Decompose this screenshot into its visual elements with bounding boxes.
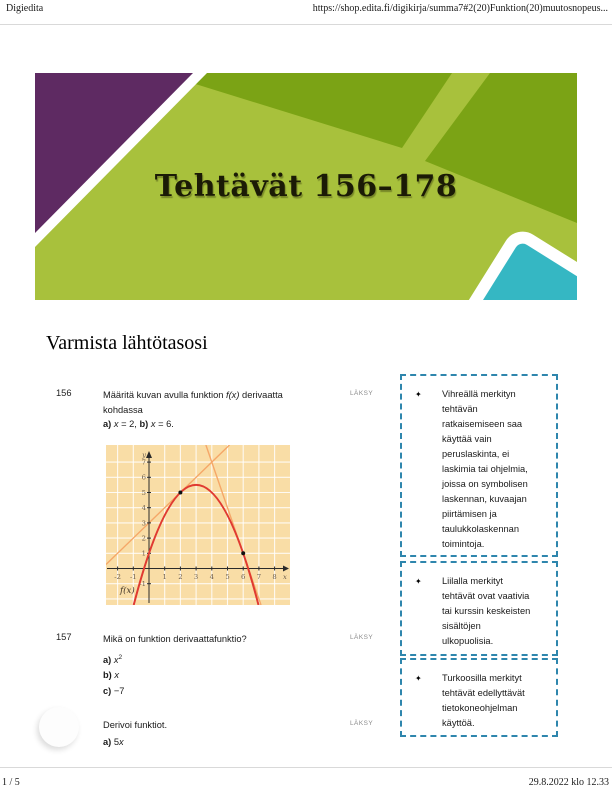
svg-text:7: 7 [256, 573, 262, 581]
info-box-lilac-tasks [400, 561, 558, 656]
task-157-homework-tag: LÄKSY [350, 634, 374, 641]
task-158-option-a [103, 735, 343, 750]
text-line: Liilalla merkityt [442, 576, 503, 586]
text-line: tehtävän [442, 404, 478, 414]
task-156-homework-tag: LÄKSY [350, 390, 374, 397]
bullet-star-icon: ✦ [415, 390, 422, 399]
text-line: laskennan, kuvaajan [442, 494, 527, 504]
svg-text:5: 5 [141, 488, 146, 497]
chapter-banner [35, 73, 577, 300]
point-2-5 [178, 491, 182, 495]
svg-text:6: 6 [241, 573, 246, 581]
task-156-number: 156 [56, 388, 72, 398]
svg-text:2: 2 [141, 534, 146, 543]
page-top-border [0, 24, 612, 25]
task-156-b-value: = 6. [155, 419, 174, 430]
svg-text:1: 1 [141, 549, 146, 558]
task-158-homework-tag: LÄKSY [350, 720, 374, 727]
bullet-star-icon: ✦ [415, 577, 422, 586]
task-156-line1-post: derivaatta [239, 390, 283, 400]
text-line: Turkoosilla merkityt [442, 673, 522, 683]
task-158-instruction: Derivoi funktiot. [103, 720, 168, 730]
function-label: f(x) [120, 586, 135, 596]
svg-text:6: 6 [141, 473, 146, 482]
task-157-number: 157 [56, 632, 72, 642]
svg-text:7: 7 [141, 458, 146, 467]
text-line: tai kurssin keskeisten [442, 606, 531, 616]
text-line: käyttää vain [442, 434, 492, 444]
task-156-a-var: x [113, 419, 119, 430]
svg-text:1: 1 [162, 573, 167, 581]
task-156-b-var: x [150, 419, 156, 430]
svg-text:8: 8 [272, 573, 277, 581]
task-156-line2: kohdassa [103, 404, 143, 415]
task-158-a-var: x [119, 737, 124, 747]
text-line: taulukkolaskennan [442, 524, 520, 534]
task-157-a-var: x [113, 655, 119, 666]
svg-text:-2: -2 [114, 573, 121, 581]
browser-print-app-title: Digiedita [6, 3, 44, 14]
task-157-c-value: −7 [113, 685, 125, 696]
text-line: peruslaskinta, ei [442, 449, 510, 459]
function-graph [106, 445, 290, 605]
page-counter: 1 / 5 [2, 777, 20, 788]
x-axis-label: x [283, 573, 287, 581]
task-158-a-coeff: 5 [113, 737, 120, 747]
section-heading: Varmista lähtötasosi [46, 332, 208, 354]
svg-text:-1: -1 [139, 580, 146, 589]
text-line: sisältöjen [442, 621, 481, 631]
task-156-line1-pre: Määritä kuvan avulla funktion [103, 390, 226, 400]
task-157-a-exponent: 2 [118, 654, 123, 661]
page-bottom-border [0, 767, 612, 768]
task-157-option-a [103, 650, 343, 668]
y-axis-label: y [142, 451, 146, 459]
text-line: piirtämisen ja [442, 509, 497, 519]
bullet-star-icon: ✦ [415, 674, 422, 683]
task-156-a-value: = 2, [118, 419, 140, 430]
task-157-option-c [103, 684, 343, 699]
svg-text:3: 3 [141, 519, 146, 528]
task-156-fx: f(x) [226, 390, 240, 400]
svg-text:2: 2 [178, 573, 183, 581]
text-line: toimintoja. [442, 539, 485, 549]
task-157-question: Mikä on funktion derivaattafunktio? [103, 634, 247, 644]
point-6-1 [241, 551, 245, 555]
task-156-line3 [103, 417, 343, 432]
text-line: käyttöä. [442, 718, 475, 728]
svg-text:3: 3 [193, 573, 199, 581]
task-157-option-b [103, 668, 343, 683]
task-157-c-label: c) [103, 685, 112, 696]
svg-text:4: 4 [209, 573, 214, 581]
text-line: Vihreällä merkityn [442, 389, 516, 399]
text-line: ratkaisemiseen saa [442, 419, 523, 429]
text-line: tehtävät ovat vaativia [442, 591, 530, 601]
task-157-b-var: x [114, 670, 120, 681]
task-157-a-label: a) [103, 655, 112, 666]
chapter-title: Tehtävät 156–178 [154, 169, 458, 204]
info-box-turquoise-tasks [400, 658, 558, 737]
info-box-green-text [442, 387, 550, 555]
task-156-b-label: b) [139, 419, 149, 430]
task-156-a-label: a) [103, 419, 112, 430]
task-157-answers [103, 650, 343, 699]
browser-print-url: https://shop.edita.fi/digikirja/summa7#2(20)Funktion(20)muutosnopeus... [312, 3, 608, 14]
task-number-placeholder-circle [39, 707, 79, 747]
text-line: laskimia tai ohjelmia, [442, 464, 528, 474]
info-box-lilac-text [442, 574, 550, 654]
info-box-green-tasks [400, 374, 558, 557]
print-datetime: 29.8.2022 klo 12.33 [528, 777, 609, 788]
task-157-b-label: b) [103, 670, 112, 681]
info-box-turquoise-text [442, 671, 550, 735]
task-158-a-label: a) [103, 737, 112, 747]
svg-text:4: 4 [141, 504, 146, 513]
text-line: tehtävät edellyttävät [442, 688, 525, 698]
text-line: ulkopuolisia. [442, 636, 494, 646]
task-156-line1 [103, 388, 343, 403]
text-line: tietokoneohjelman [442, 703, 518, 713]
task-156-text [103, 388, 343, 432]
text-line: joissa on symbolisen [442, 479, 528, 489]
svg-text:-1: -1 [129, 573, 137, 581]
svg-text:5: 5 [225, 573, 230, 581]
